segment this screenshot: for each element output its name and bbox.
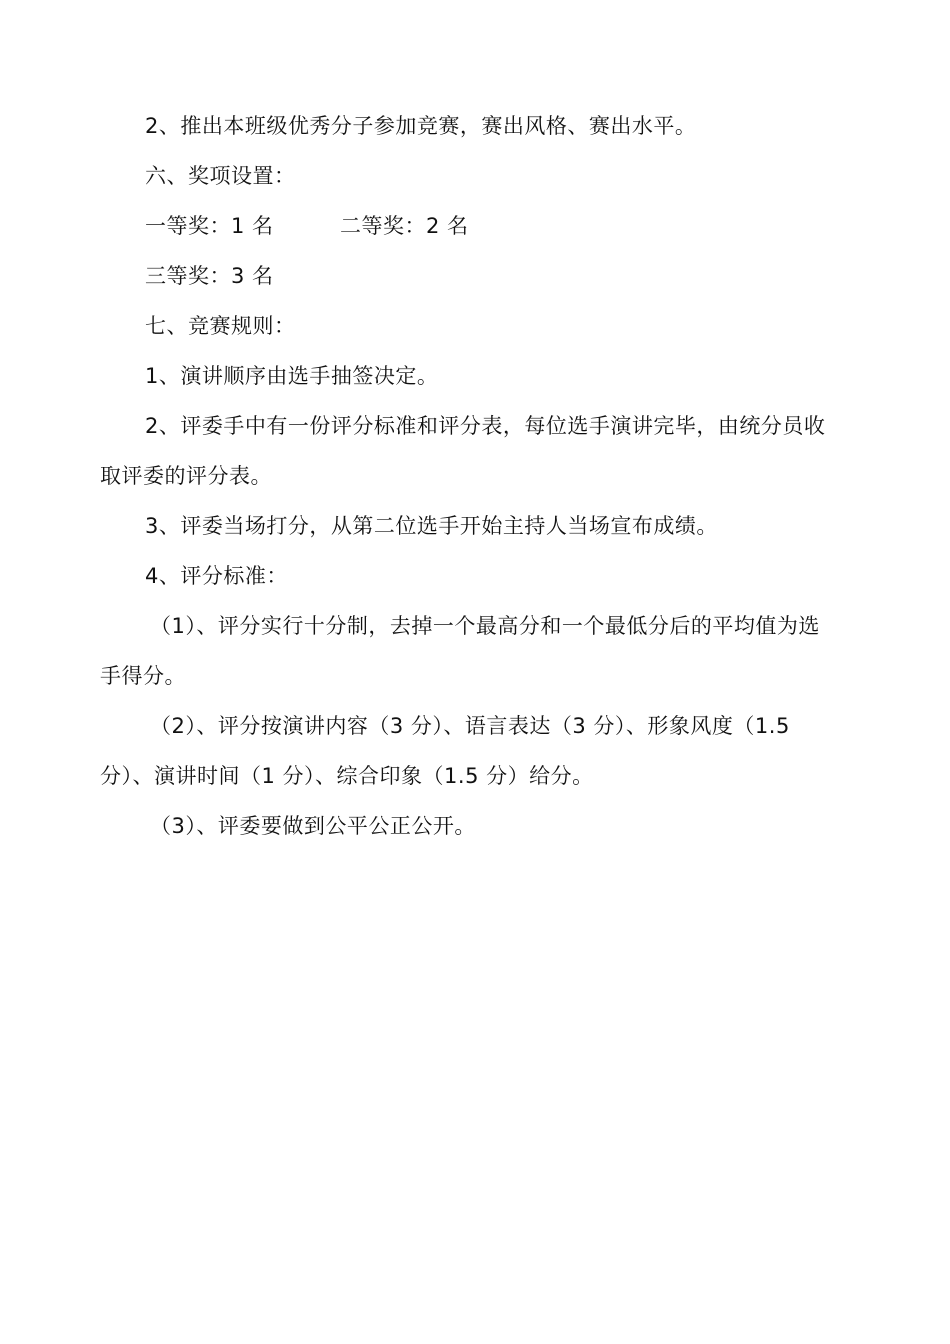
paragraph-line: 2、推出本班级优秀分子参加竞赛，赛出风格、赛出水平。 [145,114,697,138]
section-heading-rules: 七、竞赛规则： [145,314,296,338]
section-heading-awards: 六、奖项设置： [145,164,296,188]
criteria-line: （2）、评分按演讲内容（3 分）、语言表达（3 分）、形象风度（1.5 [150,714,790,738]
rule-line-continued: 取评委的评分表。 [100,464,272,488]
criteria-line: （1）、评分实行十分制，去掉一个最高分和一个最低分后的平均值为选 [150,614,820,638]
award-first-prize: 一等奖：1 名 [145,214,274,238]
rule-line: 3、评委当场打分，从第二位选手开始主持人当场宣布成绩。 [145,514,718,538]
rule-line: 4、评分标准： [145,564,288,588]
criteria-line: （3）、评委要做到公平公正公开。 [150,814,476,838]
criteria-line-continued: 手得分。 [100,664,186,688]
rule-line: 2、评委手中有一份评分标准和评分表，每位选手演讲完毕，由统分员收 [145,414,826,438]
award-third-prize: 三等奖：3 名 [145,264,274,288]
rule-line: 1、演讲顺序由选手抽签决定。 [145,364,439,388]
award-second-prize: 二等奖：2 名 [340,214,469,238]
criteria-line-continued: 分）、演讲时间（1 分）、综合印象（1.5 分）给分。 [100,764,594,788]
